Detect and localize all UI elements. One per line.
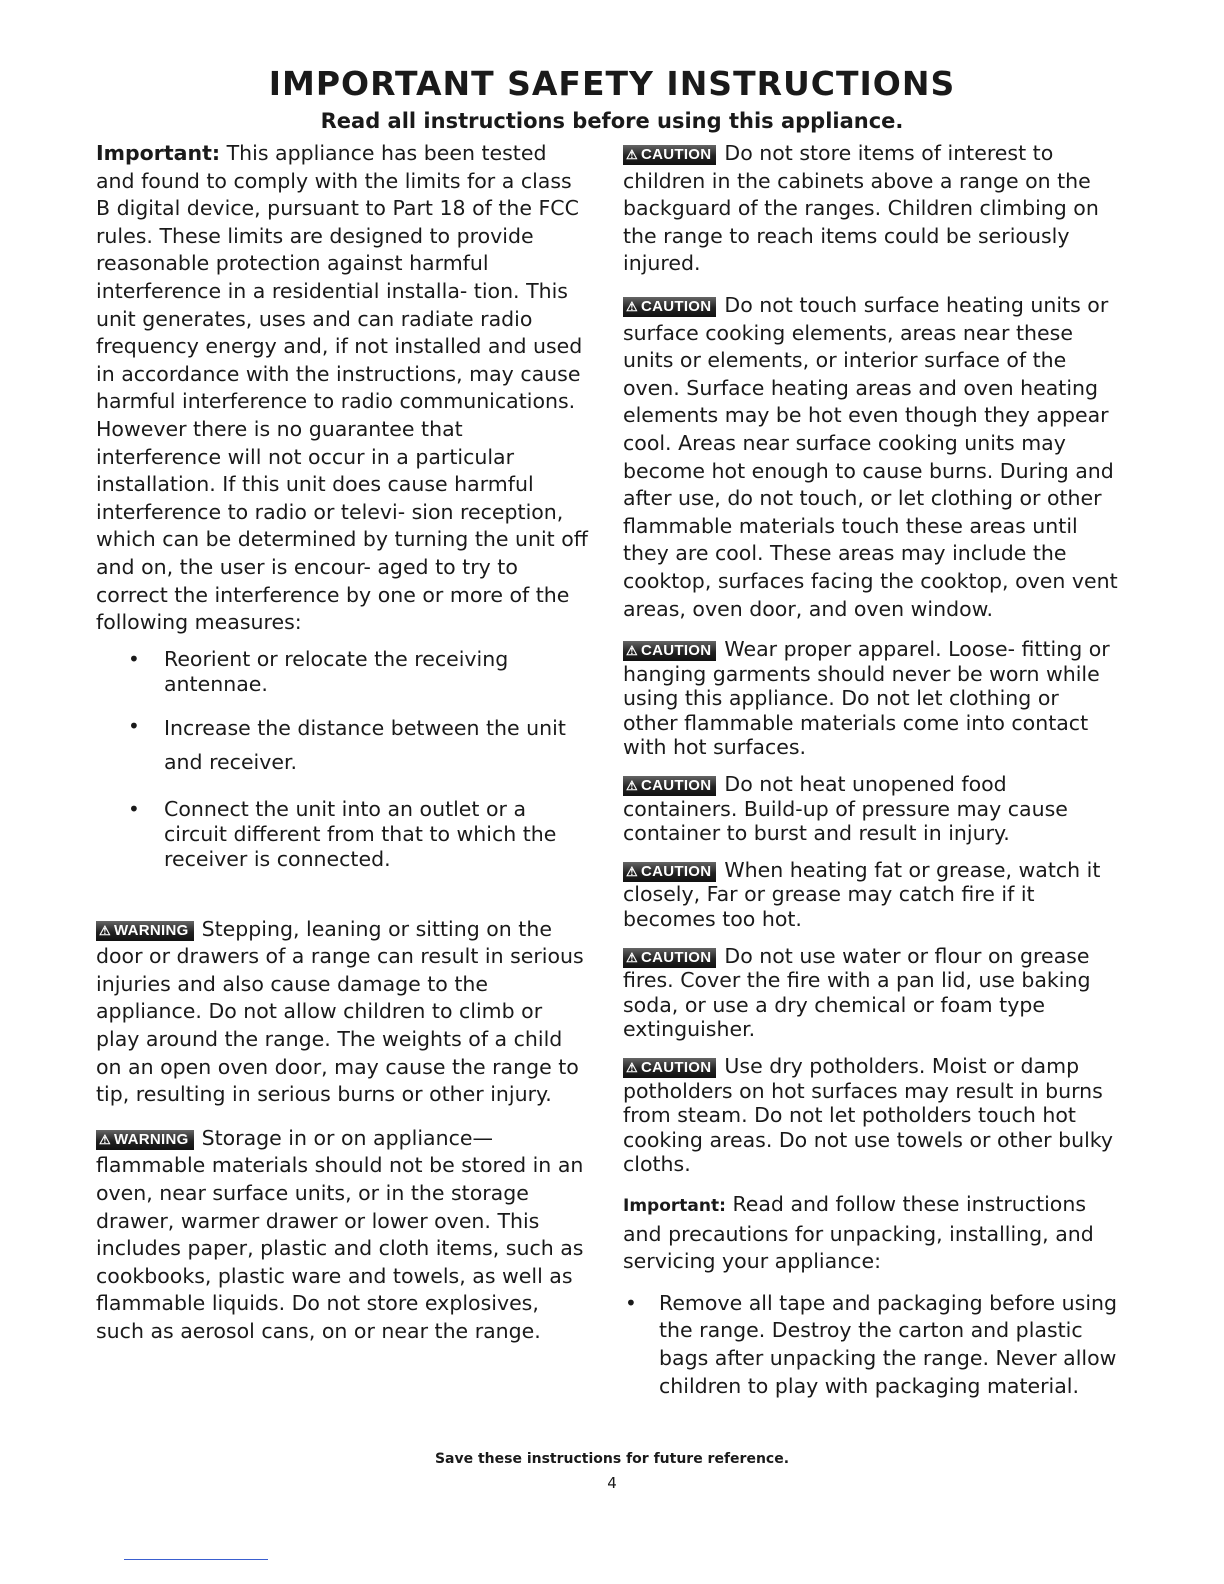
warning-triangle-icon: ⚠ xyxy=(99,922,111,938)
warning-badge: ⚠ WARNING xyxy=(96,921,194,941)
important-label: Important: xyxy=(96,141,221,165)
list-item: • Remove all tape and packaging before using the range. Destroy the carton and plastic bags after unpacking the range. Never allow children to play with packaging material. xyxy=(625,1290,1118,1398)
warning-badge: ⚠ WARNING xyxy=(96,1130,194,1150)
unpacking-list xyxy=(623,1290,1119,1400)
warning-triangle-icon: ⚠ xyxy=(626,949,638,965)
caution-surfaces: ⚠ CAUTION Do not touch surface heating units or surface cooking elements, areas near these units or elements, or interior surface of the oven. Surface heating areas and oven heating elements may be hot even though they appear cool. Areas near surface cooking units may become hot enough to cause burns. During and after use, do not touch, or let clothing or other flammable materials touch these areas until they are cool. These areas may include the cooktop, surfaces facing the cooktop, oven vent areas, oven door, and oven window. xyxy=(623,292,1118,621)
caution-cabinets: ⚠ CAUTION Do not store items of interest to children in the cabinets above a range on the backguard of the ranges. Children climbing on the range to reach items could be seriously injured. xyxy=(623,141,1099,276)
warning-triangle-icon: ⚠ xyxy=(626,778,638,794)
warning-storage: ⚠ WARNING Storage in or on appliance— flammable materials should not be stored in an oven, near surface units, or in the storage drawer, warmer drawer or lower oven. This includes paper, plastic and cloth items, such as cookbooks, plastic ware and towels, as well as flammable liquids. Do not store explosives, such as aerosol cans, on or near the range. xyxy=(96,1125,584,1343)
left-column xyxy=(96,140,590,1346)
list-item: • Reorient or relocate the receiving antennae. xyxy=(128,646,509,696)
warning-triangle-icon: ⚠ xyxy=(626,298,638,314)
warning-triangle-icon: ⚠ xyxy=(626,1060,638,1075)
caution-badge: ⚠ CAUTION xyxy=(623,145,716,165)
bullet-icon: • xyxy=(128,646,140,671)
caution-badge: ⚠ CAUTION xyxy=(623,297,716,317)
caution-badge: ⚠ CAUTION xyxy=(623,641,716,661)
warning-stepping: ⚠ WARNING Stepping, leaning or sitting on the door or drawers of a range can result in serious injuries and also cause damage to the appliance. Do not allow children to climb or play around the range. The weights of a child on an open oven door, may cause the range to tip, resulting in serious burns or other injury. xyxy=(96,916,584,1107)
important-unpacking: Important: Read and follow these instructions and precautions for unpacking, installing, and servicing your appliance: xyxy=(623,1191,1094,1274)
caution-badge: ⚠ CAUTION xyxy=(623,1058,716,1078)
page-subtitle: Read all instructions before using this appliance. xyxy=(320,109,904,133)
warning-triangle-icon: ⚠ xyxy=(626,147,638,162)
important-label: Important: xyxy=(623,1195,726,1216)
warning-triangle-icon: ⚠ xyxy=(626,863,638,879)
fcc-text: This appliance has been tested and found to comply with the limits for a class B digital device, pursuant to Part 18 of the FCC rules. These limits are designed to provide reasonable protection against harmful interference in a residential installa- tion. This unit generates, uses and can radiate radio frequency energy and, if not installed and used in accordance with the instructions, may cause harmful interference to radio communications. However there is no guarantee that interference will not occur in a particular installation. If this unit does cause harmful interference to radio or televi- sion reception, which can be determined by turning the unit off and on, the user is encour- aged to try to correct the interference by one or more of the following measures: xyxy=(96,141,588,635)
bullet-icon: • xyxy=(128,796,140,821)
caution-fires: ⚠ CAUTION Do not use water or flour on grease fires. Cover the fire with a pan lid, use baking soda, or use a dry chemical or foam type extinguisher. xyxy=(623,943,1091,1042)
measures-list xyxy=(96,647,590,872)
caution-badge: ⚠ CAUTION xyxy=(623,862,716,882)
list-item: • Connect the unit into an outlet or a circuit different from that to which the receiver is connected. xyxy=(128,796,557,871)
bullet-icon: • xyxy=(128,713,140,738)
caution-apparel: ⚠ CAUTION Wear proper apparel. Loose- fitting or hanging garments should never be worn while using this appliance. Do not let clothing or other flammable materials come into contact with hot surfaces. xyxy=(623,637,1110,760)
caution-badge: ⚠ CAUTION xyxy=(623,948,716,968)
warning-triangle-icon: ⚠ xyxy=(99,1131,111,1147)
footer-note: Save these instructions for future reference. xyxy=(434,1451,790,1467)
list-item: • Increase the distance between the unit and receiver. xyxy=(96,711,590,779)
warning-triangle-icon: ⚠ xyxy=(626,643,638,659)
fcc-notice xyxy=(96,140,590,637)
page-title: IMPORTANT SAFETY INSTRUCTIONS xyxy=(268,64,956,103)
caution-potholders: ⚠ CAUTION Use dry potholders. Moist or damp potholders on hot surfaces may result in burns from steam. Do not let potholders touch hot cooking areas. Do not use towels or other bulky cloths. xyxy=(623,1054,1114,1177)
bullet-icon: • xyxy=(625,1290,637,1315)
caution-containers: ⚠ CAUTION Do not heat unopened food containers. Build-up of pressure may cause container to burst and result in injury. xyxy=(623,772,1068,846)
page-number: 4 xyxy=(607,1474,617,1492)
right-column xyxy=(623,140,1119,1400)
divider xyxy=(124,1559,268,1560)
caution-grease: ⚠ CAUTION When heating fat or grease, watch it closely, Far or grease may catch fire if it becomes too hot. xyxy=(623,857,1101,932)
caution-badge: ⚠ CAUTION xyxy=(623,776,716,796)
